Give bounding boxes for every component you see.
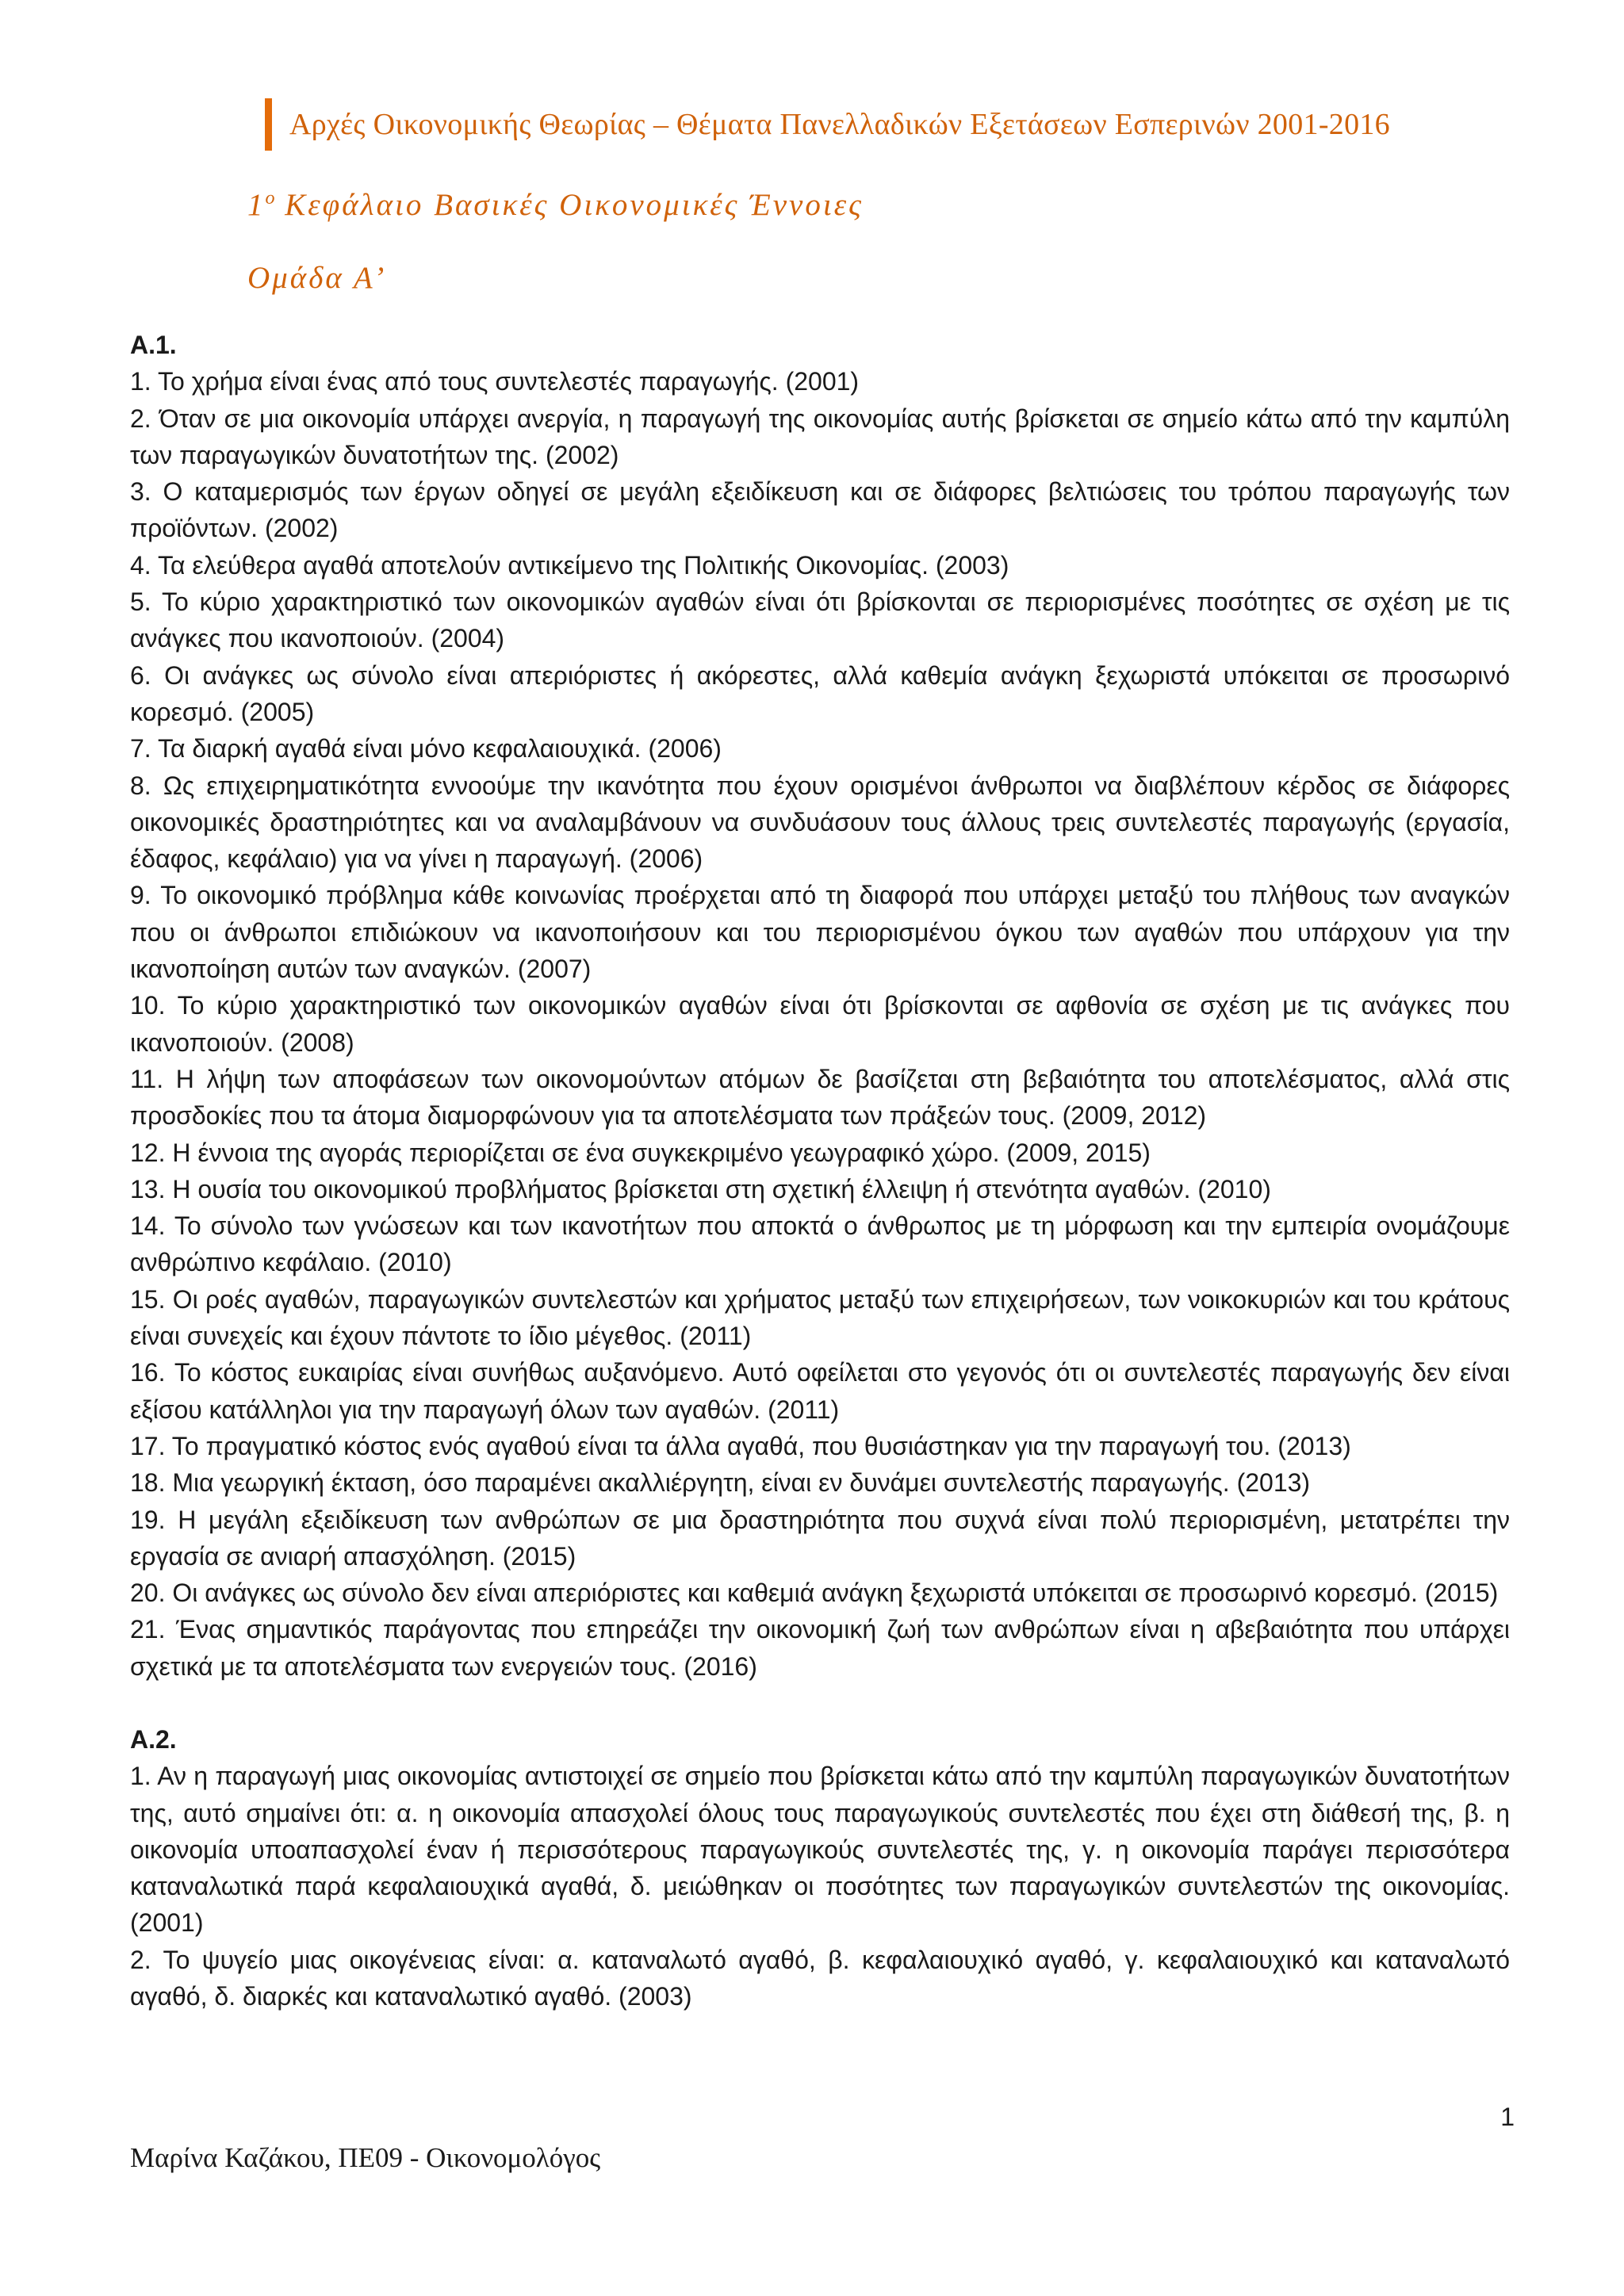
list-item: 11. Η λήψη των αποφάσεων των οικονομούντων ατόμων δε βασίζεται στη βεβαιότητα του αποτελέσματος, αλλά στις προσδοκίες που τα άτομα διαμορφώνουν για τα αποτελέσματα των πράξεών τους. (2009, 2012) <box>130 1064 1510 1131</box>
list-item: 21. Ένας σημαντικός παράγοντας που επηρεάζει την οικονομική ζωή των ανθρώπων είναι η αβεβαιότητα που υπάρχει σχετικά με τα αποτελέσματα των ενεργειών τους. (2016) <box>130 1615 1510 1681</box>
list-item: 18. Μια γεωργική έκταση, όσο παραμένει ακαλλιέργητη, είναι εν δυνάμει συντελεστής παραγωγής. (2013) <box>130 1468 1311 1498</box>
list-item: 1. Το χρήμα είναι ένας από τους συντελεστές παραγωγής. (2001) <box>130 367 860 396</box>
list-item: 17. Το πραγματικό κόστος ενός αγαθού είναι τα άλλα αγαθά, που θυσιάστηκαν για την παραγωγή του. (2013) <box>130 1431 1351 1460</box>
page-number: 1 <box>1500 2103 1515 2131</box>
list-item: 3. Ο καταμερισμός των έργων οδηγεί σε μεγάλη εξειδίκευση και σε διάφορες βελτιώσεις του τρόπου παραγωγής των προϊόντων. (2002) <box>130 477 1510 543</box>
list-item: 4. Τα ελεύθερα αγαθά αποτελούν αντικείμενο της Πολιτικής Οικονομίας. (2003) <box>130 550 1009 580</box>
list-item: 13. Η ουσία του οικονομικού προβλήματος βρίσκεται στη σχετική έλλειψη ή στενότητα αγαθών. (2010) <box>130 1174 1271 1203</box>
list-item: 6. Οι ανάγκες ως σύνολο είναι απεριόριστες ή ακόρεστες, αλλά καθεμία ανάγκη ξεχωριστά υπόκειται σε προσωρινό κορεσμό. (2005) <box>130 660 1510 726</box>
list-item: 2. Το ψυγείο μιας οικογένειας είναι: α. καταναλωτό αγαθό, β. κεφαλαιουχικό αγαθό, γ. κεφαλαιουχικό και καταναλωτό αγαθό, δ. διαρκές και καταναλωτικό αγαθό. (2003) <box>130 1945 1510 2011</box>
list-item: 5. Το κύριο χαρακτηριστικό των οικονομικών αγαθών είναι ότι βρίσκονται σε περιορισμένες ποσότητες σε σχέση με τις ανάγκες που ικανοποιούν. (2004) <box>130 587 1510 653</box>
list-item: 20. Οι ανάγκες ως σύνολο δεν είναι απεριόριστες και καθεμιά ανάγκη ξεχωριστά υπόκειται σε προσωρινό κορεσμό. (2015) <box>130 1578 1499 1608</box>
list-item: 12. Η έννοια της αγοράς περιορίζεται σε ένα συγκεκριμένο γεωγραφικό χώρο. (2009, 2015) <box>130 1138 1151 1167</box>
section-spacer <box>130 1685 1510 1721</box>
chapter-heading <box>247 187 864 223</box>
list-item: 16. Το κόστος ευκαιρίας είναι συνήθως αυξανόμενο. Αυτό οφείλεται στο γεγονός ότι οι συντελεστές παραγωγής δεν είναι εξίσου κατάλληλοι για την παραγωγή όλων των αγαθών. (2011) <box>130 1358 1510 1424</box>
list-item: 7. Τα διαρκή αγαθά είναι μόνο κεφαλαιουχικά. (2006) <box>130 734 722 763</box>
page-footer: Μαρίνα Καζάκου, ΠΕ09 - Οικονομολόγος <box>130 2142 601 2173</box>
chapter-number: 1 <box>247 188 266 222</box>
section-title-a1: Α.1. <box>130 331 177 359</box>
list-item: 2. Όταν σε μια οικονομία υπάρχει ανεργία, η παραγωγή της οικονομίας αυτής βρίσκεται σε σημείο κάτω από την καμπύλη των παραγωγικών δυνατοτήτων της. (2002) <box>130 404 1510 469</box>
list-item: 10. Το κύριο χαρακτηριστικό των οικονομικών αγαθών είναι ότι βρίσκονται σε αφθονία σε σχέση με τις ανάγκες που ικανοποιούν. (2008) <box>130 991 1510 1057</box>
chapter-ordinal: ο <box>265 188 275 209</box>
list-item: 14. Το σύνολο των γνώσεων και των ικανοτήτων που αποκτά ο άνθρωπος με τη μόρφωση και την εμπειρία ονομάζουμε ανθρώπινο κεφάλαιο. (2010) <box>130 1211 1510 1277</box>
header-title: Αρχές Οικονομικής Θεωρίας – Θέματα Πανελλαδικών Εξετάσεων Εσπερινών 2001-2016 <box>289 108 1390 141</box>
list-item: 15. Οι ροές αγαθών, παραγωγικών συντελεστών και χρήματος μεταξύ των επιχειρήσεων, των νοικοκυριών και του κράτους είναι συνεχείς και έχουν πάντοτε το ίδιο μέγεθος. (2011) <box>130 1284 1510 1351</box>
list-item: 8. Ως επιχειρηματικότητα εννοούμε την ικανότητα που έχουν ορισμένοι άνθρωποι να διαβλέπουν κέρδος σε διάφορες οικονομικές δραστηριότητες και να αναλαμβάνουν να συνδυάσουν τους άλλους τρεις συντελεστές παραγωγής (εργασία, έδαφος, κεφάλαιο) για να γίνει η παραγωγή. (2006) <box>130 771 1510 874</box>
list-item: 1. Αν η παραγωγή μιας οικονομίας αντιστοιχεί σε σημείο που βρίσκεται κάτω από την καμπύλη παραγωγικών δυνατοτήτων της, αυτό σημαίνει ότι: α. η οικονομία απασχολεί όλους τους παραγωγικούς συντελεστές που έχει στη διάθεσή της, β. η οικονομία υποαπασχολεί έναν ή περισσότερους παραγωγικούς συντελεστές της, γ. η οικονομία παράγει περισσότερα καταναλωτικά παρά κεφαλαιουχικά αγαθά, δ. μειώθηκαν οι ποσότητες των παραγωγικών συντελεστών της οικονομίας. (2001) <box>130 1762 1510 1938</box>
page-header <box>265 98 1549 151</box>
list-item: 9. Το οικονομικό πρόβλημα κάθε κοινωνίας προέρχεται από τη διαφορά που υπάρχει μεταξύ του πλήθους των αναγκών που οι άνθρωποι επιδιώκουν να ικανοποιήσουν και του περιορισμένου όγκου των αγαθών που υπάρχουν για την ικανοποίηση αυτών των αναγκών. (2007) <box>130 881 1510 984</box>
document-body <box>130 327 1510 2015</box>
header-accent-bar <box>265 98 272 151</box>
group-heading: Ομάδα Α’ <box>247 261 387 295</box>
chapter-title: Κεφάλαιο Βασικές Οικονομικές Έννοιες <box>285 188 864 222</box>
list-item: 19. Η μεγάλη εξειδίκευση των ανθρώπων σε μια δραστηριότητα που συχνά είναι πολύ περιορισμένη, μετατρέπει την εργασία σε ανιαρή απασχόληση. (2015) <box>130 1505 1510 1571</box>
section-title-a2: Α.2. <box>130 1724 177 1754</box>
